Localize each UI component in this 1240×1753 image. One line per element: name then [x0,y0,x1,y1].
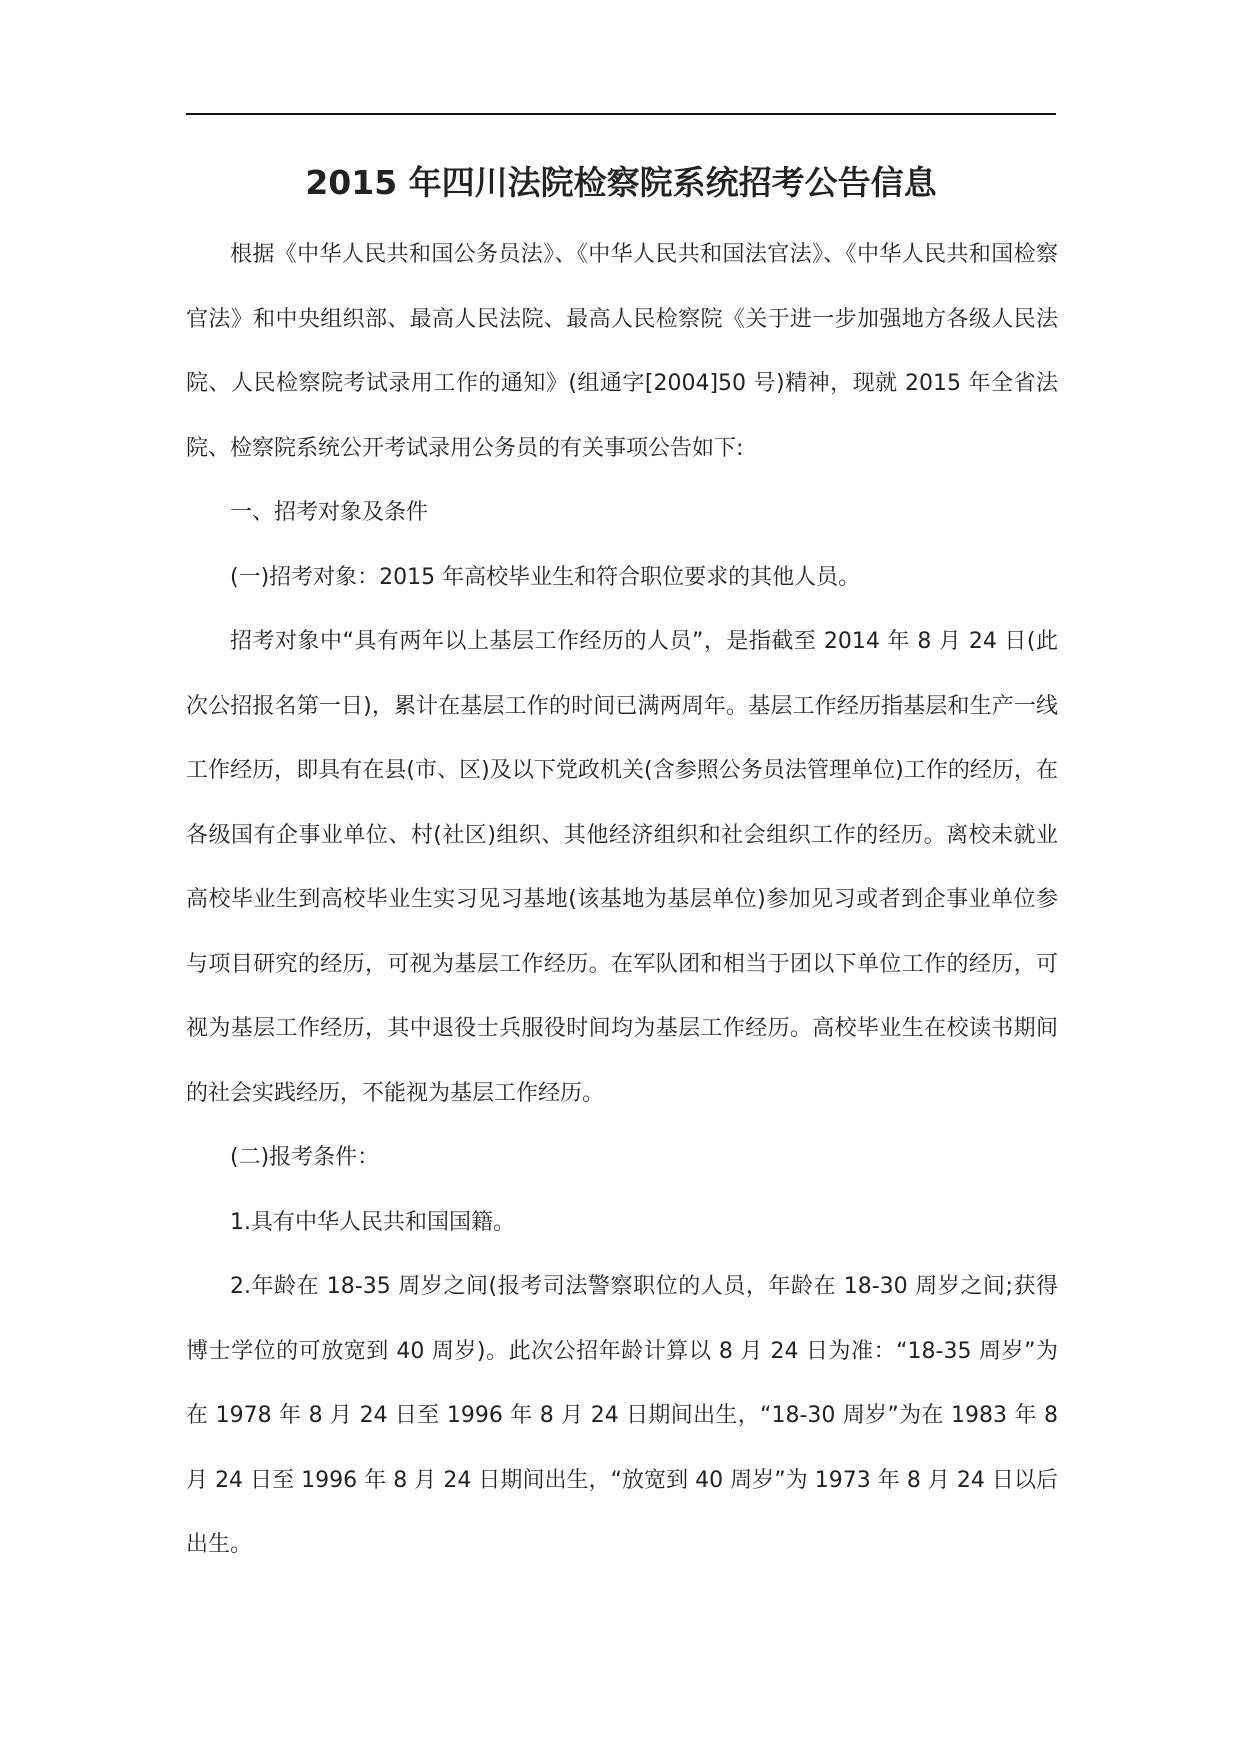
section-heading-recruitment: 一、招考对象及条件 [230,500,429,525]
condition-age: 2.年龄在 18-35 周岁之间(报考司法警察职位的人员，年龄在 18-30 周岁之间;获得博士学位的可放宽到 40 周岁)。此次公招年龄计算以 8 月 24 日为准：“18-35 周岁”为在 1978 年 8 月 24 日至 1996 年 8 月 24 日期间出生，“18-30 周岁”为在 1983 年 8 月 24 日至 1996 年 8 月 24 日期间出生，“放宽到 40 周岁”为 1973 年 8 月 24 日以后出生。 [186,1274,1058,1557]
header-rule [186,113,1056,115]
paragraph-grassroots-experience: 招考对象中“具有两年以上基层工作经历的人员”，是指截至 2014 年 8 月 24 日(此次公招报名第一日)，累计在基层工作的时间已满两周年。基层工作经历指基层和生产一线工作经历，即具有在县(市、区)及以下党政机关(含参照公务员法管理单位)工作的经历，在各级国有企事业单位、村(社区)组织、其他经济组织和社会组织工作的经历。离校未就业高校毕业生到高校毕业生实习见习基地(该基地为基层单位)参加见习或者到企事业单位参与项目研究的经历，可视为基层工作经历。在军队团和相当于团以下单位工作的经历，可视为基层工作经历，其中退役士兵服役时间均为基层工作经历。高校毕业生在校读书期间的社会实践经历，不能视为基层工作经历。 [186,629,1058,1106]
paragraph-recruitment-target: (一)招考对象：2015 年高校毕业生和符合职位要求的其他人员。 [230,564,861,590]
condition-nationality: 1.具有中华人民共和国国籍。 [230,1209,515,1235]
subheading-application-conditions: (二)报考条件： [230,1145,380,1170]
document-title: 2015 年四川法院检察院系统招考公告信息 [305,163,937,202]
paragraph-intro: 根据《中华人民共和国公务员法》、《中华人民共和国法官法》、《中华人民共和国检察官法》和中央组织部、最高人民法院、最高人民检察院《关于进一步加强地方各级人民法院、人民检察院考试录用工作的通知》(组通字[2004]50 号)精神，现就 2015 年全省法院、检察院系统公开考试录用公务员的有关事项公告如下: [186,242,1058,461]
document-body [186,223,1058,1578]
